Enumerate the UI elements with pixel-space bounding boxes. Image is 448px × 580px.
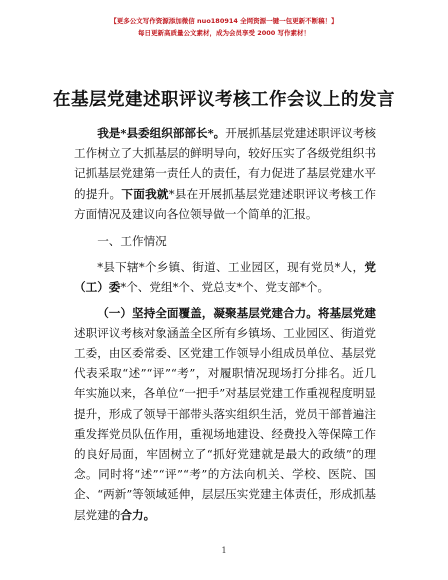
promo-banner-line-1: 【更多公文写作资源添加微信 nuo180914 全网资源一键一包更新不断稿！】 xyxy=(110,17,338,25)
subsection-heading-1: （一）坚持全面覆盖，凝聚基层党建合力。 xyxy=(97,305,318,320)
subsection-end-1: 合力。 xyxy=(120,507,156,522)
document-body xyxy=(74,123,376,525)
intro-text-2: *县在开展抓基层党建述职评议考核工作方面情况及建议向各位领导做一个简单的汇报。 xyxy=(74,186,376,221)
intro-transition: 下面我就 xyxy=(121,186,169,201)
promo-banner-line-2: 每日更新高质量公文素材，成为会员享受 2000 写作素材！ xyxy=(137,29,311,37)
overview-text: *县下辖*个乡镇、街道、工业园区，现有党员*人， xyxy=(97,260,365,275)
overview-bold: 党（工）委 xyxy=(74,260,376,295)
intro-lead: 我是*县委组织部部长*。 xyxy=(97,126,226,140)
overview-paragraph xyxy=(74,257,376,297)
subsection-paragraph-1 xyxy=(74,303,376,525)
intro-text: 开展抓基层党建述职评议考核工作树立了大抓基层的鲜明导向，较好压实了各级党组织书记抓基层党建第一责任人的责任，有力促进了基层党建水平的提升。 xyxy=(74,126,376,201)
subsection-bold-2: 将基层党建 xyxy=(317,305,376,320)
page-number: 1 xyxy=(221,546,227,555)
document-title: 在基层党建述职评议考核工作会议上的发言 xyxy=(53,90,395,110)
section-heading-1: 一、工作情况 xyxy=(97,234,167,249)
intro-paragraph xyxy=(74,123,376,224)
subsection-text-1: 述职评议考核对象涵盖全区所有乡镇场、工业园区、街道党工委，由区委常委、区党建工作领导小组成员单位、基层党代表采取“述”“评”“考”，对履职情况现场打分排名。近几年实施以来，各单位“一把手”对基层党建工作重视程度明显提升，形成了领导干部带头落实组织生活，党员干部普遍注重发挥党员队伍作用，重视场地建设、经费投入等保障工作的良好局面，牢固树立了“抓好党建就是最大的政绩”的理念。同时将“述”“评”“考”的方法向机关、学校、医院、国企、“两新”等领域延伸，层层压实党建主体责任，形成抓基层党建的 xyxy=(74,325,376,522)
overview-text-2: *个、党组*个、党总支*个、党支部*个。 xyxy=(120,280,330,295)
